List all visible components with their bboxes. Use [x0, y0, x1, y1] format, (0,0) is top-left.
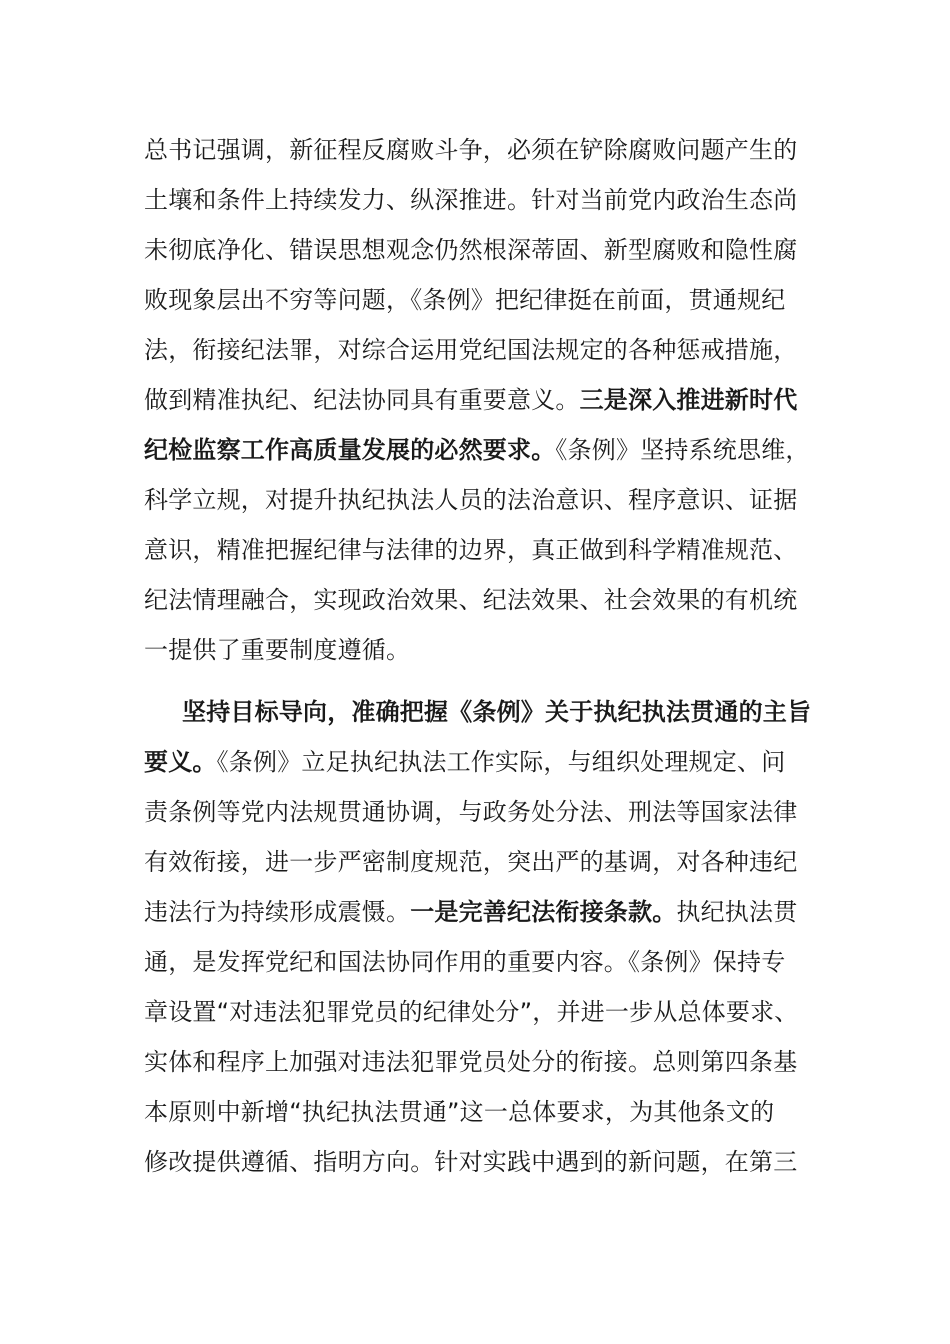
bold-heading-run: 坚持目标导向，准确把握《条例》关于执纪执法贯通的主旨	[182, 698, 812, 726]
text-run: 责条例等党内法规贯通协调，与政务处分法、刑法等国家法律	[144, 798, 798, 826]
text-line	[144, 134, 824, 166]
text-run: 一提供了重要制度遵循。	[144, 636, 411, 664]
text-line	[144, 484, 824, 516]
text-line	[144, 534, 824, 566]
text-line	[144, 184, 824, 216]
text-run: 总书记强调，新征程反腐败斗争，必须在铲除腐败问题产生的	[144, 136, 798, 164]
text-run: 未彻底净化、错误思想观念仍然根深蒂固、新型腐败和隐性腐	[144, 236, 798, 264]
text-run: 章设置“对违法犯罪党员的纪律处分”，并进一步从总体要求、	[144, 998, 799, 1026]
text-run: 《条例》坚持系统思维，	[555, 436, 810, 464]
text-run: 法，衔接纪法罪，对综合运用党纪国法规定的各种惩戒措施，	[144, 336, 798, 364]
text-line	[144, 284, 824, 316]
text-line	[144, 946, 824, 978]
text-line	[182, 696, 822, 728]
text-run: 有效衔接，进一步严密制度规范，突出严的基调，对各种违纪	[144, 848, 798, 876]
text-line	[144, 1096, 824, 1128]
text-run: 《条例》立足执纪执法工作实际，与组织处理规定、问	[216, 748, 786, 776]
text-line	[144, 234, 824, 266]
text-run: 违法行为持续形成震慑。	[144, 898, 411, 926]
text-line	[144, 634, 824, 666]
bold-heading-run: 要义。	[144, 748, 217, 776]
text-line	[144, 334, 824, 366]
text-run: 通，是发挥党纪和国法协同作用的重要内容。《条例》保持专	[144, 948, 786, 976]
text-line	[144, 384, 824, 416]
text-run: 本原则中新增“执纪执法贯通”这一总体要求，为其他条文的	[144, 1098, 775, 1126]
text-line	[144, 846, 824, 878]
text-run: 败现象层出不穷等问题，《条例》把纪律挺在前面，贯通规纪	[144, 286, 786, 314]
bold-heading-run: 一是完善纪法衔接条款。	[410, 898, 677, 926]
text-run: 修改提供遵循、指明方向。针对实践中遇到的新问题，在第三	[144, 1148, 798, 1176]
text-run: 意识，精准把握纪律与法律的边界，真正做到科学精准规范、	[144, 536, 798, 564]
text-line	[144, 1146, 824, 1178]
text-run: 纪法情理融合，实现政治效果、纪法效果、社会效果的有机统	[144, 586, 798, 614]
text-line	[144, 896, 824, 928]
text-line	[144, 434, 824, 466]
text-run: 做到精准执纪、纪法协同具有重要意义。	[144, 386, 580, 414]
bold-heading-run: 纪检监察工作高质量发展的必然要求。	[144, 436, 556, 464]
text-line	[144, 996, 824, 1028]
text-run: 实体和程序上加强对违法犯罪党员处分的衔接。总则第四条基	[144, 1048, 798, 1076]
text-line	[144, 746, 824, 778]
text-line	[144, 1046, 824, 1078]
text-run: 土壤和条件上持续发力、纵深推进。针对当前党内政治生态尚	[144, 186, 798, 214]
text-run: 科学立规，对提升执纪执法人员的法治意识、程序意识、证据	[144, 486, 798, 514]
bold-heading-run: 三是深入推进新时代	[579, 386, 798, 414]
text-run: 执纪执法贯	[676, 898, 798, 926]
text-line	[144, 796, 824, 828]
text-line	[144, 584, 824, 616]
